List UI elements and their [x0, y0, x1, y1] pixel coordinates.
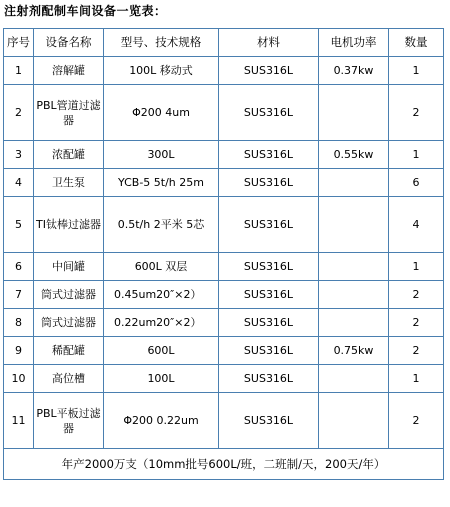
- table-row: [4, 281, 444, 309]
- cell-no: 8: [4, 309, 34, 337]
- cell-power: [319, 169, 389, 197]
- cell-name: 溶解罐: [34, 57, 104, 85]
- equipment-table: [3, 28, 444, 480]
- cell-power: [319, 365, 389, 393]
- cell-spec: 100L: [104, 365, 219, 393]
- table-row: [4, 169, 444, 197]
- cell-power: [319, 309, 389, 337]
- cell-name: PBL管道过滤器: [34, 85, 104, 141]
- cell-no: 2: [4, 85, 34, 141]
- cell-material: SUS316L: [219, 141, 319, 169]
- page-title: 注射剂配制车间设备一览表：: [4, 4, 167, 18]
- cell-spec: Φ200 0.22um: [104, 393, 219, 449]
- cell-material: SUS316L: [219, 169, 319, 197]
- cell-spec: Φ200 4um: [104, 85, 219, 141]
- cell-material: SUS316L: [219, 253, 319, 281]
- table-row: [4, 141, 444, 169]
- cell-spec: 300L: [104, 141, 219, 169]
- table-row: [4, 197, 444, 253]
- cell-power: 0.37kw: [319, 57, 389, 85]
- cell-no: 4: [4, 169, 34, 197]
- header-qty: 数量: [389, 29, 444, 57]
- cell-qty: 4: [389, 197, 444, 253]
- table-row: [4, 393, 444, 449]
- cell-spec: 0.22um20″×2）: [104, 309, 219, 337]
- cell-power: [319, 85, 389, 141]
- cell-name: 浓配罐: [34, 141, 104, 169]
- header-spec: 型号、技术规格: [104, 29, 219, 57]
- cell-qty: 1: [389, 365, 444, 393]
- cell-no: 10: [4, 365, 34, 393]
- cell-material: SUS316L: [219, 57, 319, 85]
- cell-name: TI钛棒过滤器: [34, 197, 104, 253]
- cell-name: 高位槽: [34, 365, 104, 393]
- cell-qty: 1: [389, 141, 444, 169]
- header-name: 设备名称: [34, 29, 104, 57]
- cell-no: 9: [4, 337, 34, 365]
- cell-name: 筒式过滤器: [34, 309, 104, 337]
- cell-material: SUS316L: [219, 393, 319, 449]
- cell-power: 0.55kw: [319, 141, 389, 169]
- header-material: 材料: [219, 29, 319, 57]
- cell-material: SUS316L: [219, 85, 319, 141]
- table-row: [4, 85, 444, 141]
- cell-no: 3: [4, 141, 34, 169]
- cell-spec: 600L 双层: [104, 253, 219, 281]
- table-row: [4, 57, 444, 85]
- cell-qty: 2: [389, 281, 444, 309]
- cell-spec: 0.5t/h 2平米 5芯: [104, 197, 219, 253]
- cell-power: [319, 253, 389, 281]
- table-header-row: [4, 29, 444, 57]
- cell-qty: 2: [389, 393, 444, 449]
- cell-material: SUS316L: [219, 197, 319, 253]
- cell-power: [319, 393, 389, 449]
- cell-spec: 0.45um20″×2）: [104, 281, 219, 309]
- cell-no: 6: [4, 253, 34, 281]
- header-no: 序号: [4, 29, 34, 57]
- cell-name: 卫生泵: [34, 169, 104, 197]
- cell-no: 11: [4, 393, 34, 449]
- cell-spec: 100L 移动式: [104, 57, 219, 85]
- cell-material: SUS316L: [219, 365, 319, 393]
- production-note: 年产2000万支（10mm批号600L/班，二班制/天，200天/年）: [4, 449, 444, 480]
- cell-power: 0.75kw: [319, 337, 389, 365]
- cell-no: 5: [4, 197, 34, 253]
- cell-qty: 2: [389, 309, 444, 337]
- cell-qty: 1: [389, 57, 444, 85]
- cell-power: [319, 197, 389, 253]
- cell-qty: 6: [389, 169, 444, 197]
- table-footer-row: [4, 449, 444, 480]
- cell-spec: 600L: [104, 337, 219, 365]
- cell-power: [319, 281, 389, 309]
- table-row: [4, 365, 444, 393]
- cell-material: SUS316L: [219, 309, 319, 337]
- cell-material: SUS316L: [219, 281, 319, 309]
- header-power: 电机功率: [319, 29, 389, 57]
- cell-material: SUS316L: [219, 337, 319, 365]
- cell-name: 筒式过滤器: [34, 281, 104, 309]
- cell-qty: 1: [389, 253, 444, 281]
- table-row: [4, 253, 444, 281]
- cell-no: 7: [4, 281, 34, 309]
- cell-name: PBL平板过滤器: [34, 393, 104, 449]
- table-row: [4, 309, 444, 337]
- table-row: [4, 337, 444, 365]
- cell-name: 中间罐: [34, 253, 104, 281]
- cell-name: 稀配罐: [34, 337, 104, 365]
- cell-no: 1: [4, 57, 34, 85]
- cell-qty: 2: [389, 337, 444, 365]
- cell-qty: 2: [389, 85, 444, 141]
- cell-spec: YCB-5 5t/h 25m: [104, 169, 219, 197]
